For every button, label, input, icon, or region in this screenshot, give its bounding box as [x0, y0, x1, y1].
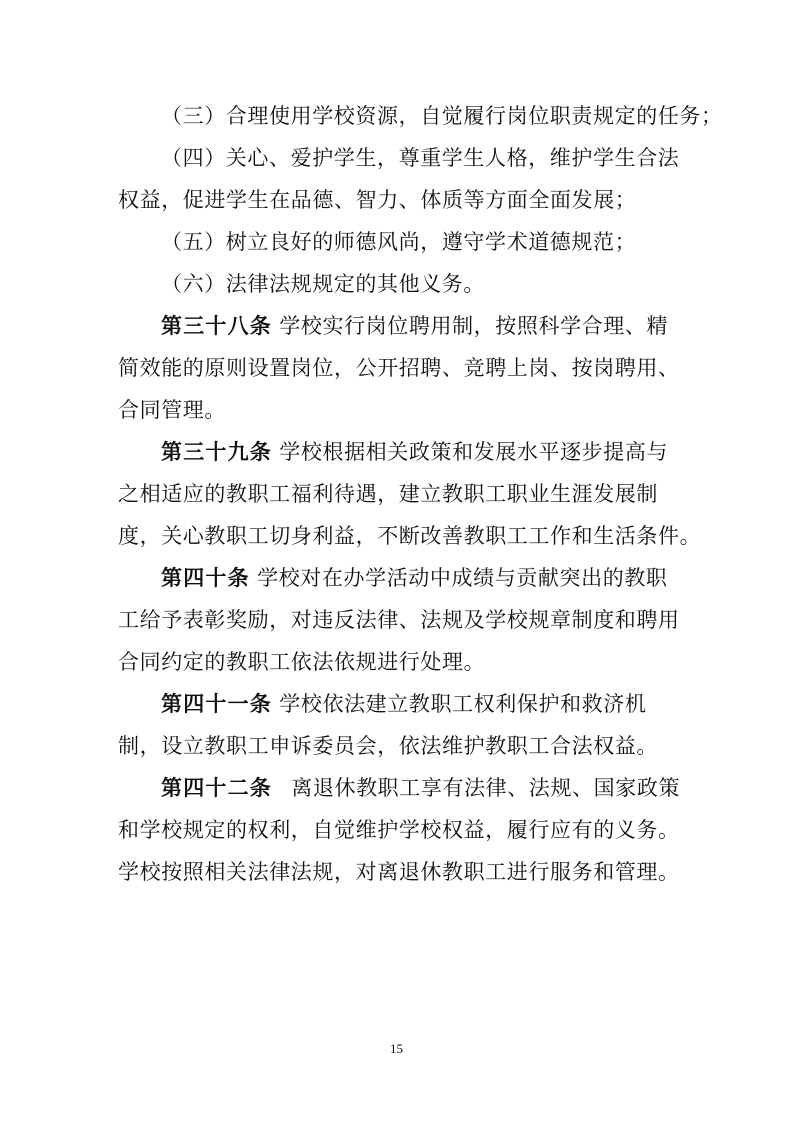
article-label: 第四十条 — [161, 565, 250, 590]
text-line: 制，设立教职工申诉委员会，依法维护教职工合法权益。 — [118, 734, 658, 758]
text-line: 度，关心教职工切身利益，不断改善教职工工作和生活条件。 — [118, 524, 702, 548]
text-line: 之相适应的教职工福利待遇，建立教职工职业生涯发展制 — [118, 482, 658, 506]
text-line: （四）关心、爱护学生，尊重学生人格，维护学生合法 — [161, 146, 680, 170]
text-line: 权益，促进学生在品德、智力、体质等方面全面发展； — [118, 188, 637, 212]
text-line: （三）合理使用学校资源，自觉履行岗位职责规定的任务； — [161, 104, 723, 128]
text-line: 合同约定的教职工依法依规进行处理。 — [118, 650, 486, 674]
article-40-line: 第四十条 学校对在办学活动中成绩与贡献突出的教职 — [161, 565, 668, 590]
text-line: （五）树立良好的师德风尚，遵守学术道德规范； — [161, 230, 637, 254]
text-line: 简效能的原则设置岗位，公开招聘、竞聘上岗、按岗聘用、 — [118, 356, 680, 380]
text-line: 学校按照相关法律法规，对离退休教职工进行服务和管理。 — [118, 860, 680, 884]
page-number: 15 — [390, 1041, 403, 1056]
article-label: 第四十一条 — [161, 691, 272, 716]
article-42-line: 第四十二条 离退休教职工享有法律、法规、国家政策 — [161, 775, 681, 800]
text-line: （六）法律法规规定的其他义务。 — [161, 272, 485, 296]
article-label: 第四十二条 — [161, 775, 272, 800]
text-line: 工给予表彰奖励，对违反法律、法规及学校规章制度和聘用 — [118, 608, 680, 632]
article-label: 第三十九条 — [161, 439, 272, 464]
text-line: 合同管理。 — [118, 398, 226, 422]
article-39-line: 第三十九条 学校根据相关政策和发展水平逐步提高与 — [161, 439, 669, 464]
article-label: 第三十八条 — [161, 313, 272, 338]
text-line: 和学校规定的权利，自觉维护学校权益，履行应有的义务。 — [118, 818, 680, 842]
article-38-line: 第三十八条 学校实行岗位聘用制，按照科学合理、精 — [161, 313, 669, 338]
article-41-line: 第四十一条 学校依法建立教职工权利保护和救济机 — [161, 691, 647, 716]
